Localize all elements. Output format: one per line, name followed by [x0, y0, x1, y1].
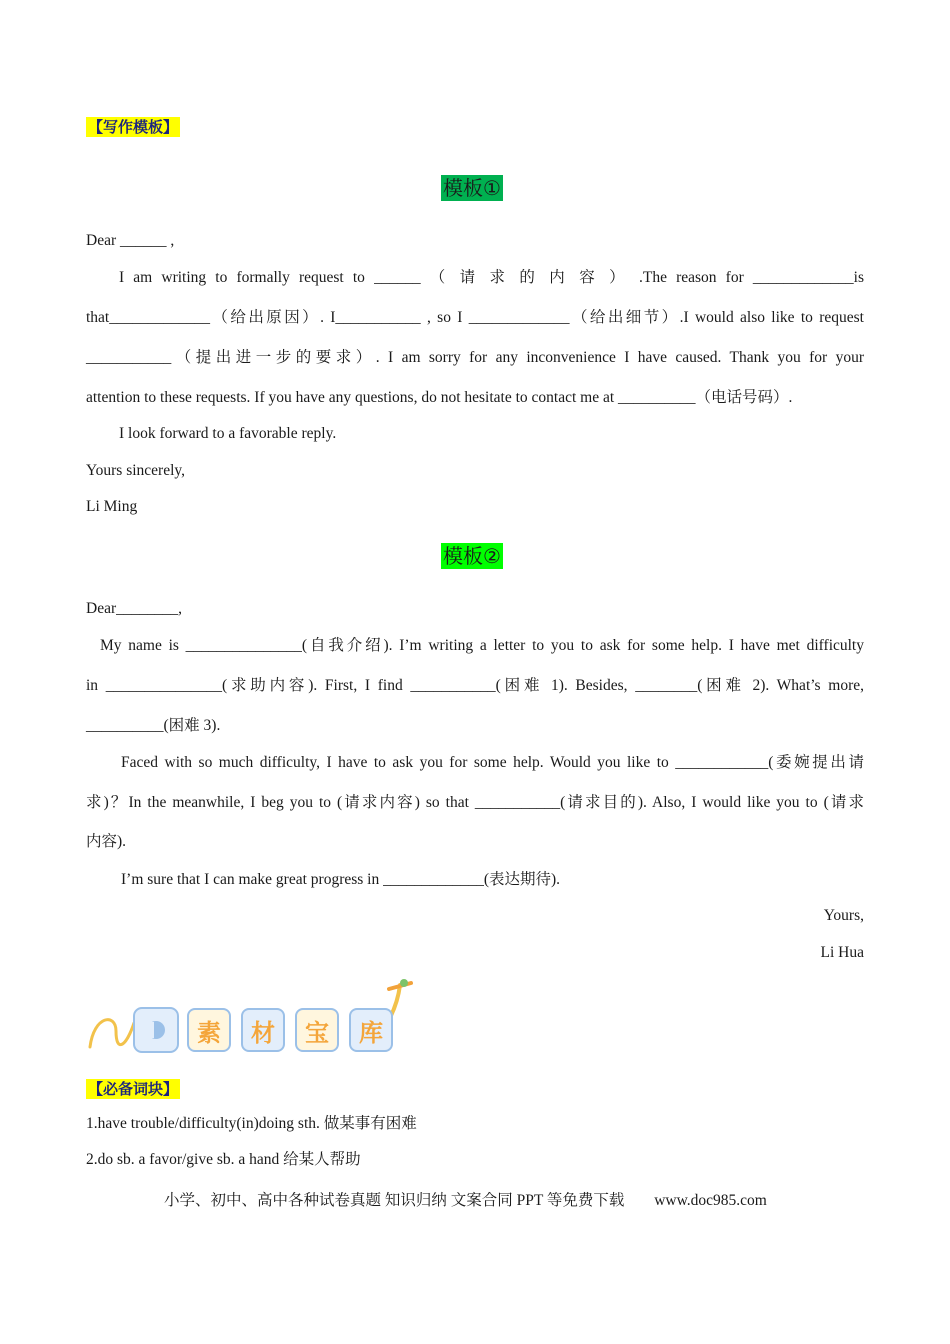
banner-tile-1: 素	[187, 1008, 231, 1052]
template-2-line-1: My name is _______________(自我介绍). I’m writing a letter to you to ask for some help. I have met difficulty	[100, 637, 864, 654]
banner-tile-4: 库	[349, 1008, 393, 1052]
template-1-line-4: attention to these requests. If you have any questions, do not hesitate to contact me at __________（电话号码）.	[86, 389, 793, 406]
template-2-line-2: in _______________(求助内容). First, I find ___________(困难 1). Besides, ________(困难 2). What’s more,	[86, 677, 864, 694]
template-1-signature: Li Ming	[86, 498, 138, 515]
template-1-line-2: that_____________（给出原因）. I___________ , so I _____________（给出细节）.I would also like to request	[86, 309, 864, 326]
template-2-title: 模板②	[443, 544, 501, 568]
footer-url[interactable]: www.doc985.com	[654, 1192, 767, 1209]
template-1-closing: Yours sincerely,	[86, 462, 186, 479]
page-footer	[164, 1191, 767, 1211]
section-label-essential-phrases: 【必备词块】	[88, 1080, 179, 1098]
template-2-line-6: 内容).	[86, 833, 127, 850]
banner-tile-3: 宝	[295, 1008, 339, 1052]
template-2-line-4: Faced with so much difficulty, I have to ask you for some help. Would you like to ____________(委婉提出请	[121, 754, 864, 771]
phrase-2: 2.do sb. a favor/give sb. a hand 给某人帮助	[86, 1151, 361, 1168]
section-label-writing-template: 【写作模板】	[88, 118, 179, 136]
template-2-line-7: I’m sure that I can make great progress in _____________(表达期待).	[121, 871, 561, 888]
banner-tile-2: 材	[241, 1008, 285, 1052]
template-1-line-1: I am writing to formally request to ______ （ 请 求 的 内 容 ） .The reason for _____________is	[119, 269, 864, 286]
template-1-salutation: Dear ______ ,	[86, 232, 175, 249]
template-1-line-3: ___________（提出进一步的要求）. I am sorry for any inconvenience I have caused. Thank you for your	[86, 349, 864, 366]
template-2-line-3: __________(困难 3).	[86, 717, 221, 734]
template-1-title: 模板①	[443, 176, 501, 200]
template-2-signature: Li Hua	[820, 944, 864, 961]
template-1-line-5: I look forward to a favorable reply.	[119, 425, 337, 442]
template-2-closing: Yours,	[823, 907, 864, 924]
phrase-1: 1.have trouble/difficulty(in)doing sth. 做某事有困难	[86, 1115, 417, 1132]
footer-text: 小学、初中、高中各种试卷真题 知识归纳 文案合同 PPT 等免费下载	[164, 1192, 625, 1209]
template-2-salutation: Dear________,	[86, 600, 182, 617]
template-2-line-5: 求)？In the meanwhile, I beg you to (请求内容) so that ___________(请求目的). Also, I would like you to (请求	[86, 794, 864, 811]
